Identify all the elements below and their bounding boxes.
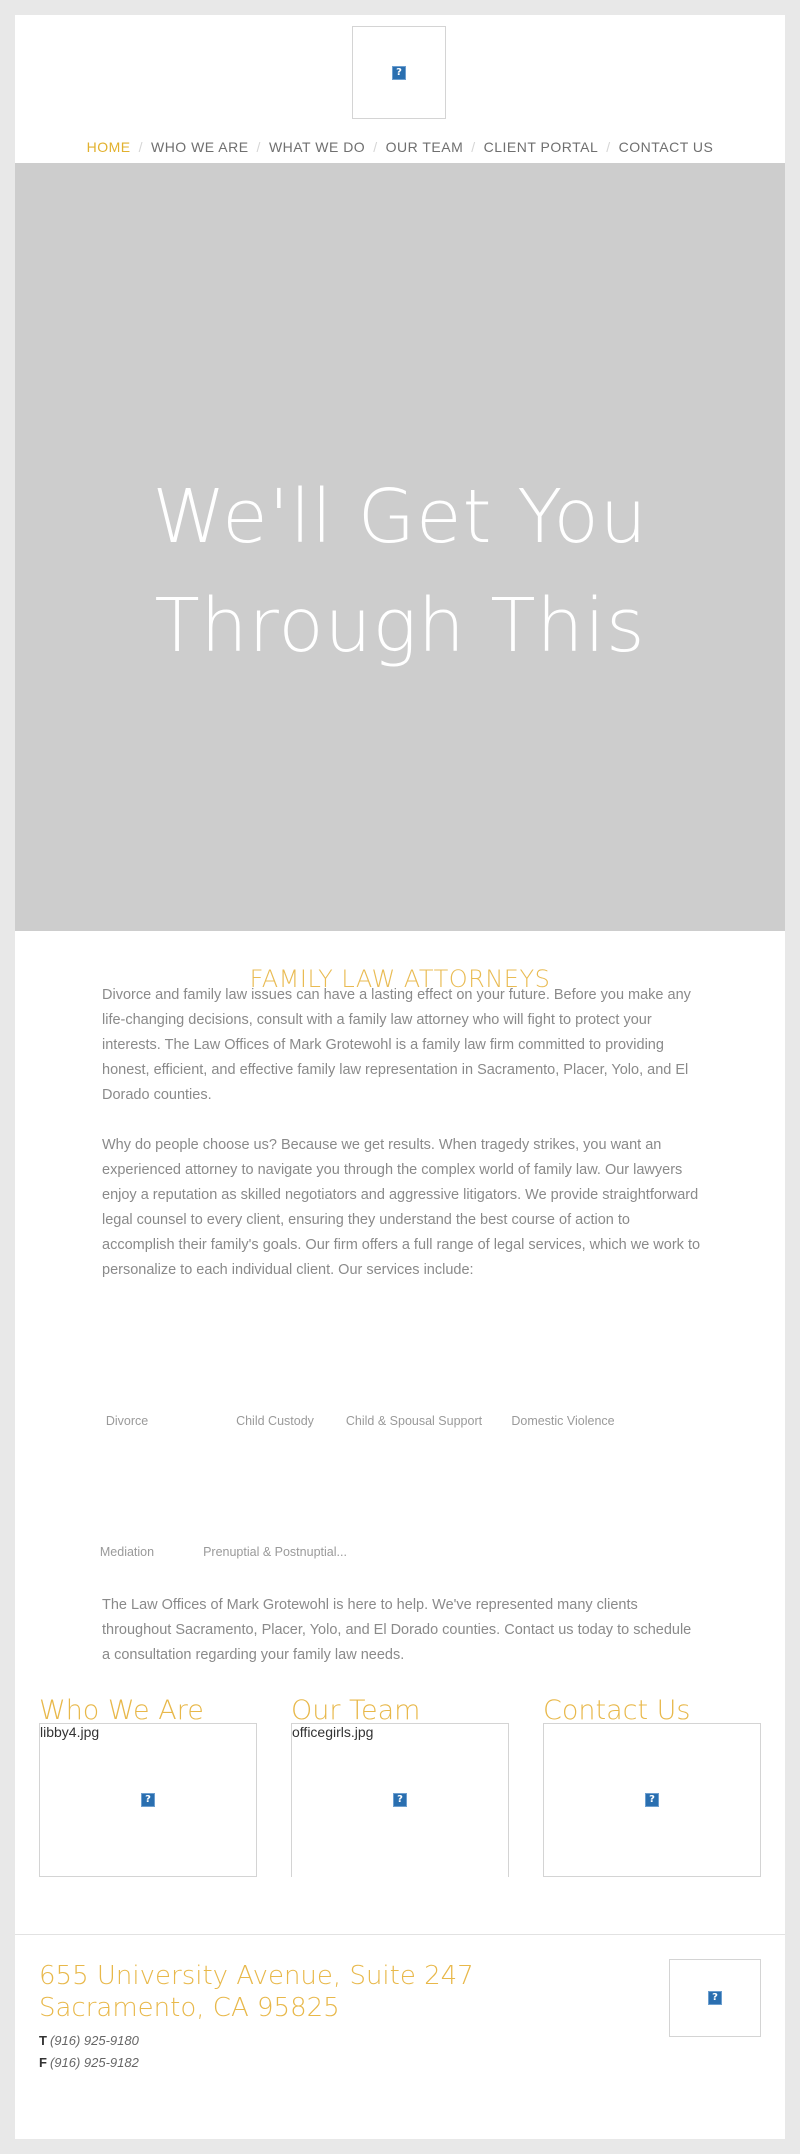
nav-separator: / (471, 139, 476, 155)
footer-divider (15, 1934, 785, 1935)
address-line-1: 655 University Avenue, Suite 247 (39, 1961, 474, 1991)
page-container (15, 15, 785, 2139)
broken-image-icon: ? (392, 66, 406, 80)
intro-paragraph-2: Why do people choose us? Because we get results. When tragedy strikes, you want an experienced attorney to navigate you through the complex world of family law. Our lawyers enjoy a reputation as skilled negotiators and aggressive litigators. We provide straightforward legal counsel to every client, ensuring they understand the best course of action to accomplish their family's goals. Our firm offers a full range of legal services, which we work to personalize to each individual client. Our services include: (102, 1137, 701, 1278)
footer-phone[interactable] (39, 2033, 139, 2048)
broken-image-icon: ? (393, 1793, 407, 1807)
who-we-are-heading[interactable]: Who We Are (39, 1695, 204, 1726)
hero-title (15, 463, 785, 681)
our-team-image[interactable] (291, 1723, 509, 1877)
section-heading: FAMILY LAW ATTORNEYS (249, 965, 551, 993)
phone-number[interactable]: (916) 925-9180 (49, 2033, 139, 2048)
service-prenuptial-postnuptial[interactable]: Prenuptial & Postnuptial... (203, 1545, 347, 1559)
intro-paragraph-3: The Law Offices of Mark Grotewohl is here to help. We've represented many clients throughout Sacramento, Placer, Yolo, and El Dorado counties. Contact us today to schedule a consultation regarding your family law needs. (102, 1597, 692, 1663)
nav-our-team[interactable]: OUR TEAM (385, 139, 464, 155)
main-nav (15, 139, 785, 155)
nav-separator: / (606, 139, 611, 155)
who-we-are-image[interactable] (39, 1723, 257, 1877)
service-domestic-violence[interactable]: Domestic Violence (511, 1414, 615, 1428)
footer-fax (39, 2055, 139, 2070)
service-divorce[interactable]: Divorce (105, 1414, 149, 1428)
nav-home[interactable]: HOME (86, 139, 131, 155)
broken-image-icon: ? (645, 1793, 659, 1807)
contact-us-image[interactable] (543, 1723, 761, 1877)
contact-us-heading[interactable]: Contact Us (543, 1695, 691, 1726)
image-alt-text: libby4.jpg (40, 1724, 100, 1740)
footer-address (39, 1960, 474, 2024)
nav-who-we-are[interactable]: WHO WE ARE (150, 139, 249, 155)
fax-number: (916) 925-9182 (49, 2055, 139, 2070)
site-logo[interactable] (352, 26, 446, 119)
phone-label: T (39, 2033, 47, 2048)
intro-paragraph-1: Divorce and family law issues can have a lasting effect on your future. Before you make any life-changing decisions, consult with a family law attorney who will fight to protect your interests. The Law Offices of Mark Grotewohl is a family law firm committed to providing honest, efficient, and effective family law representation in Sacramento, Placer, Yolo, and El Dorado counties. (102, 987, 691, 1103)
address-line-2: Sacramento, CA 95825 (39, 1993, 340, 2023)
service-child-custody[interactable]: Child Custody (236, 1414, 314, 1428)
hero-line-1: We'll Get You (152, 474, 648, 560)
hero-line-2: Through This (154, 583, 646, 669)
our-team-heading[interactable]: Our Team (291, 1695, 421, 1726)
footer-logo[interactable] (669, 1959, 761, 2037)
service-mediation[interactable]: Mediation (99, 1545, 155, 1559)
nav-separator: / (138, 139, 143, 155)
broken-image-icon: ? (141, 1793, 155, 1807)
nav-separator: / (256, 139, 261, 155)
hero-banner (15, 163, 785, 931)
nav-separator: / (373, 139, 378, 155)
nav-what-we-do[interactable]: WHAT WE DO (268, 139, 366, 155)
fax-label: F (39, 2055, 47, 2070)
broken-image-icon: ? (708, 1991, 722, 2005)
image-alt-text: officegirls.jpg (292, 1724, 374, 1740)
nav-client-portal[interactable]: CLIENT PORTAL (483, 139, 599, 155)
nav-contact-us[interactable]: CONTACT US (618, 139, 714, 155)
service-child-spousal-support[interactable]: Child & Spousal Support (345, 1414, 483, 1428)
